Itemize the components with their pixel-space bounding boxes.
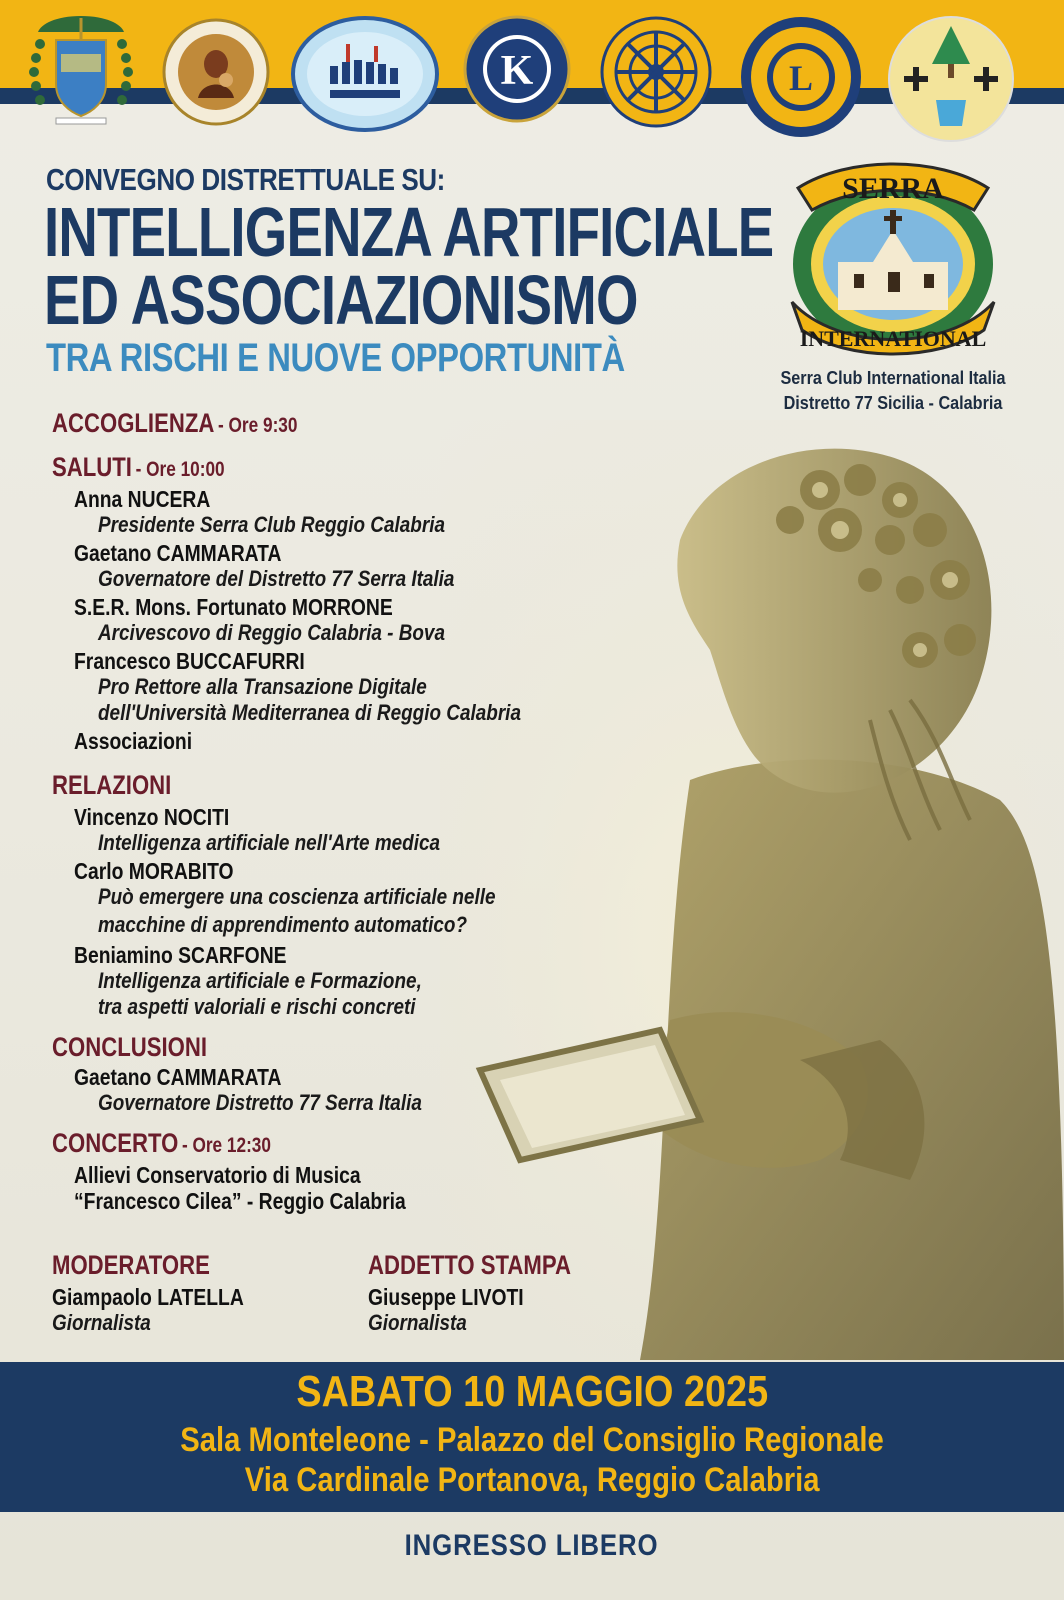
section-conclusioni [52, 1032, 207, 1063]
section-saluti [52, 452, 225, 483]
free-entry-notice [0, 1526, 1064, 1566]
speaker-role-continued: dell'Università Mediterranea di Reggio Calabria [98, 700, 521, 725]
moderatore-title-text: MODERATORE [52, 1250, 210, 1280]
addetto-stampa-title [368, 1250, 571, 1281]
section-concerto [52, 1128, 271, 1159]
speaker-role: Governatore del Distretto 77 Serra Italia [98, 566, 455, 591]
speaker-role-continued: macchine di apprendimento automatico? [98, 912, 468, 937]
event-date-text: SABATO 10 MAGGIO 2025 [296, 1367, 768, 1416]
event-venue-line1 [0, 1420, 1064, 1460]
kiwanis-logo-icon [462, 14, 572, 124]
speaker-role-continued: tra aspetti valoriali e rischi concreti [98, 994, 416, 1019]
event-subtitle: TRA RISCHI E NUOVE OPPORTUNITÀ [46, 336, 625, 380]
speaker-role: Intelligenza artificiale nell'Arte medica [98, 830, 441, 855]
speaker-role: Arcivescovo di Reggio Calabria - Bova [98, 620, 445, 645]
section-accoglienza [52, 408, 297, 439]
sponsor-logos-row [0, 14, 1064, 144]
archdiocese-coat-of-arms-icon [26, 14, 136, 134]
speaker-name: Carlo MORABITO [74, 858, 234, 884]
section-title: RELAZIONI [52, 770, 172, 800]
event-kicker: CONVEGNO DISTRETTUALE SU: [46, 162, 445, 197]
rotary-wheel-icon [598, 14, 714, 130]
event-title-line2: ED ASSOCIAZIONISMO [44, 261, 638, 339]
serra-caption-line1: Serra Club International Italia [780, 368, 1006, 388]
event-venue-line2-text: Via Cardinale Portanova, Reggio Calabria [244, 1461, 820, 1499]
speaker-role: Pro Rettore alla Transazione Digitale [98, 674, 427, 699]
moderatore-role: Giornalista [52, 1310, 151, 1335]
confederazione-confraternite-icon [290, 14, 440, 134]
section-title: ACCOGLIENZA [52, 408, 215, 438]
section-time: - Ore 10:00 [135, 458, 225, 481]
section-time: - Ore 9:30 [218, 414, 298, 437]
speaker-name: Gaetano CAMMARATA [74, 540, 282, 566]
concert-performers: Allievi Conservatorio di Musica [74, 1162, 361, 1188]
speaker-name: Vincenzo NOCITI [74, 804, 230, 830]
addetto-stampa-title-text: ADDETTO STAMPA [368, 1250, 571, 1280]
serra-international-logo-icon [778, 152, 1008, 362]
speaker-name: Associazioni [74, 728, 193, 754]
section-time: - Ore 12:30 [181, 1134, 271, 1157]
serra-caption-line2: Distretto 77 Sicilia - Calabria [783, 393, 1003, 413]
ai-robot-man-illustration [440, 420, 1064, 1360]
event-venue-line1-text: Sala Monteleone - Palazzo del Consiglio Regionale [180, 1421, 884, 1459]
svg-text:K: K [500, 48, 534, 94]
event-title-line1: INTELLIGENZA ARTIFICIALE [44, 193, 774, 271]
addetto-stampa-role: Giornalista [368, 1310, 467, 1335]
speaker-name: Anna NUCERA [74, 486, 211, 512]
section-relazioni [52, 770, 171, 801]
serra-logo-text-bottom: INTERNATIONAL [799, 326, 987, 351]
speaker-name: S.E.R. Mons. Fortunato MORRONE [74, 594, 393, 620]
speaker-role: Presidente Serra Club Reggio Calabria [98, 512, 445, 537]
speaker-name: Francesco BUCCAFURRI [74, 648, 305, 674]
speaker-role: Intelligenza artificiale e Formazione, [98, 968, 422, 993]
speaker-name: Beniamino SCARFONE [74, 942, 287, 968]
speaker-name: Gaetano CAMMARATA [74, 1064, 282, 1090]
addetto-stampa-name: Giuseppe LIVOTI [368, 1284, 524, 1310]
seminario-seal-icon [162, 14, 270, 130]
moderatore-title [52, 1250, 210, 1281]
event-date [0, 1366, 1064, 1418]
regione-calabria-icon [886, 14, 1016, 144]
section-title: CONCLUSIONI [52, 1032, 207, 1062]
section-title: CONCERTO [52, 1128, 179, 1158]
section-title: SALUTI [52, 452, 132, 482]
speaker-role: Può emergere una coscienza artificiale nelle [98, 884, 496, 909]
serra-logo-text-top: SERRA [842, 172, 944, 205]
lions-logo-icon [738, 14, 864, 140]
event-venue-line2 [0, 1460, 1064, 1500]
free-entry-text: INGRESSO LIBERO [405, 1529, 659, 1562]
speaker-role: Governatore Distretto 77 Serra Italia [98, 1090, 422, 1115]
svg-text:L: L [788, 58, 814, 98]
concert-performers-continued: “Francesco Cilea” - Reggio Calabria [74, 1188, 406, 1214]
event-title [44, 193, 774, 339]
serra-caption [763, 366, 1024, 416]
moderatore-name: Giampaolo LATELLA [52, 1284, 244, 1310]
